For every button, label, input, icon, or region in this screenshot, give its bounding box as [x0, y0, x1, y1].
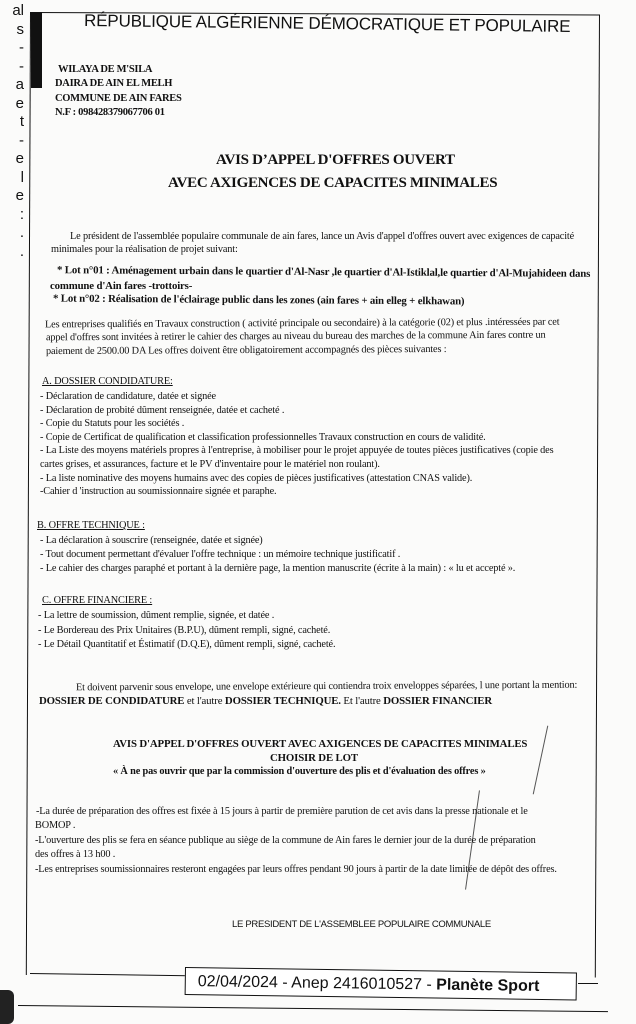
margin-fragment: :	[19, 205, 24, 223]
republic-header: RÉPUBLIQUE ALGÉRIENNE DÉMOCRATIQUE ET POPULAIRE	[83, 11, 571, 36]
connector: et l'autre	[184, 695, 225, 707]
section-c-heading: C. OFFRE FINANCIERE :	[42, 595, 153, 606]
list-item: -Cahier d 'instruction au soumissionnaire signée et paraphe.	[40, 486, 277, 498]
margin-fragment: t	[19, 113, 24, 130]
section-a-heading: A. DOSSIER CONDIDATURE:	[42, 376, 173, 387]
title-line-2: AVEC AXIGENCES DE CAPACITES MINIMALES	[168, 175, 498, 191]
scan-edge	[0, 990, 14, 1024]
envelope-dossiers	[39, 695, 492, 707]
intro-line: Le président de l'assemblée populaire communale de ain fares, lance un Avis d'appel d'offres ouvert avec exigences de capacité	[70, 231, 575, 242]
list-item: - La lettre de soumission, dûment remplie, signée, et datée .	[38, 610, 275, 621]
title-line-1: AVIS D’APPEL D'OFFRES OUVERT	[216, 152, 455, 168]
margin-fragment: -	[19, 57, 24, 75]
envelope-label-lot: CHOISIR DE LOT	[270, 752, 358, 764]
term-line: des offres à 13 h00 .	[35, 849, 116, 860]
eligibility-line: Les entreprises qualifiés en Travaux construction ( activité principale ou secondaire) à la catégorie (02) et plus .intéressées par cet	[44, 316, 560, 331]
eligibility-line: appel d'offres sont invitées à retirer le cahier des charges au niveau du bureau des marches de la commune Ain fares contre un	[45, 329, 546, 344]
list-item: - Copie de Certificat de qualification et classification professionnelles Travaux construction en cours de validité.	[40, 431, 486, 443]
connector: Et l'autre	[340, 695, 384, 707]
envelope-instructions: Et doivent parvenir sous envelope, une envelope extérieure qui contiendra troix enveloppes séparées, l une portant la mention:	[75, 679, 578, 694]
list-item: - Copie du Statuts pour les sociétés .	[40, 418, 185, 430]
adjacent-column-fragments	[2, 2, 24, 261]
envelope-label-title: AVIS D'APPEL D'OFFRES OUVERT AVEC AXIGENCES DE CAPACITES MINIMALES	[113, 738, 528, 750]
term-line: -L'ouverture des plis se fera en séance publique au siège de la commune de Ain fares le dernier jour de la durée de préparation	[35, 835, 536, 846]
margin-fragment: .	[19, 224, 24, 241]
list-item: - Le cahier des charges paraphé et portant à la dernière page, la mention manuscrite (écrite à la main) : « lu et accepté ».	[40, 563, 516, 574]
publication-date: 02/04/2024	[197, 973, 278, 992]
wilaya: WILAYA DE M'SILA	[58, 64, 153, 75]
term-line: BOMOP .	[35, 820, 76, 831]
margin-fragment: -	[19, 39, 24, 56]
anep-reference: Anep 2416010527	[291, 974, 423, 994]
dossier-financier: DOSSIER FINANCIER	[383, 695, 492, 707]
publication-name: Planète Sport	[436, 976, 540, 995]
margin-fragment: al	[12, 2, 24, 19]
publication-footer	[185, 967, 577, 1000]
separator: -	[421, 976, 437, 994]
section-b-heading: B. OFFRE TECHNIQUE :	[37, 520, 145, 531]
frame-corner-bar	[31, 12, 42, 88]
list-item: - Déclaration de candidature, datée et signée	[40, 391, 216, 402]
frame-bottom-right	[578, 983, 598, 984]
lot-1: * Lot n°01 : Aménagement urbain dans le quartier d'Al-Nasr ,le quartier d'Al-Istiklal,le quartier d'Al-Mujahideen dans	[56, 264, 591, 280]
envelope-label-warning: « À ne pas ouvrir que par la commission d'ouverture des plis et d'évaluation des offres »	[113, 766, 486, 777]
page-rule	[18, 1005, 608, 1012]
list-item: - Le Bordereau des Prix Unitaires (B.P.U), dûment rempli, signé, cacheté.	[38, 624, 331, 636]
list-item: - Le Détail Quantitatif et Éstimatif (D.Q.E), dûment rempli, signé, cacheté.	[38, 639, 336, 650]
lot-2: * Lot n°02 : Réalisation de l'éclairage public dans les zones (ain fares + ain elleg + elkhawan)	[52, 292, 465, 308]
list-item: - La liste nominative des moyens humains avec des copies de pièces justificatives (attestation CNAS valide).	[40, 472, 473, 484]
dossier-technique: DOSSIER TECHNIQUE.	[224, 695, 341, 707]
eligibility-line: paiement de 2500.00 DA Les offres doivent être obligatoirement accompagnés des pièces suivantes :	[45, 343, 447, 358]
margin-fragment: e	[15, 150, 24, 167]
daira: DAIRA DE AIN EL MELH	[55, 78, 173, 89]
margin-fragment: e	[15, 94, 24, 112]
list-item: cartes grises, et assurances, facture et le PV d'inventaire pour le matériel non roulant).	[40, 459, 380, 470]
list-item: - Déclaration de probité dûment renseignée, datée et cacheté .	[40, 404, 285, 416]
dossier-candidature: DOSSIER DE CONDIDATURE	[39, 695, 185, 707]
margin-fragment: l	[20, 168, 24, 186]
list-item: - Tout document permettant d'évaluer l'offre technique : un mémoire technique justificatif .	[40, 549, 401, 560]
list-item: - La déclaration à souscrire (renseignée, datée et signée)	[40, 535, 263, 546]
margin-fragment: a	[15, 76, 24, 93]
list-item: - La Liste des moyens matériels propres à l'entreprise, à mobiliser pour le projet appuyée de toutes pièces justificatives (copie des	[40, 445, 554, 457]
term-line: -La durée de préparation des offres est fixée à 15 jours à partir de première parution de cet avis dans la presse nationale et le	[36, 806, 528, 817]
nf-number: N.F : 098428379067706 01	[55, 107, 165, 118]
separator: -	[277, 974, 292, 992]
signature: LE PRESIDENT DE L'ASSEMBLEE POPULAIRE COMMUNALE	[232, 919, 491, 930]
margin-fragment: e	[15, 187, 24, 204]
intro-line: minimales pour la réalisation de projet suivant:	[51, 244, 238, 255]
margin-fragment: -	[19, 131, 24, 149]
commune: COMMUNE DE AIN FARES	[55, 93, 182, 104]
term-line: -Les entreprises soumissionnaires resteront engagées par leurs offres pendant 90 jours à partir de la date limitée de dépôt des offres.	[35, 864, 557, 875]
lot-1-cont: commune d'Ain fares -trottoirs-	[50, 280, 193, 292]
margin-fragment: s	[16, 20, 24, 38]
margin-fragment: .	[19, 242, 24, 260]
